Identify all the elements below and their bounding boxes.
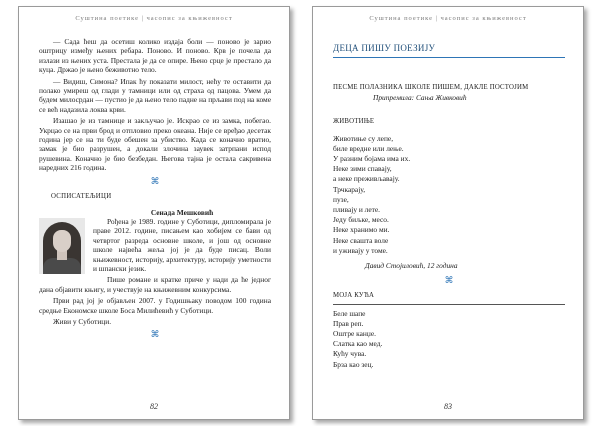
poem-line: Једу биљке, месо.	[333, 215, 389, 225]
right-content	[333, 83, 565, 370]
poem-line: а неке преживљавају.	[333, 174, 400, 184]
left-content	[39, 37, 271, 342]
poem-title: МОЈА КУЋА	[333, 291, 565, 304]
poem-line: Неке зими спавају,	[333, 164, 392, 174]
separator-icon: ⌘	[444, 275, 454, 286]
poem-line: Оштре канџе.	[333, 329, 376, 339]
poem-line: Животиње су лепе,	[333, 133, 394, 143]
separator-icon: ⌘	[150, 329, 160, 340]
poem-line: У разним бојама има их.	[333, 154, 411, 164]
poem-line: пливају и лете.	[333, 205, 380, 215]
subtitle: ПЕСМЕ ПОЛАЗНИКА ШКОЛЕ ПИШЕМ, ДАКЛЕ ПОСТОЈИМ	[333, 84, 529, 91]
right-page	[312, 6, 584, 420]
story-paragraph: — Сада ћеш да осетиш колико издаја боли — поново је зарио оштрицу између њених ребара. Поново. И поново. Крв је почела да излази из њених уста. Престала је да се опире. Њено срце је престало да куца. Држао је њено беживотно тело.	[39, 37, 271, 75]
separator-icon: ⌘	[150, 175, 160, 186]
author-name: Сенада Мешковић	[150, 207, 214, 217]
bio-paragraph: Пише романе и кратке приче у нади да ће једног дана објавити књигу, и учествује на књижевним конкурсима.	[39, 275, 271, 294]
page-number: 82	[150, 402, 158, 411]
poem-line: и уживају у томе.	[333, 245, 388, 255]
author-photo	[39, 218, 85, 274]
poem-line: Брза као зец.	[333, 359, 374, 369]
section-heading: ДЕЦА ПИШУ ПОЕЗИЈУ	[333, 43, 565, 58]
bio-paragraph: Живи у Суботици.	[53, 316, 112, 326]
poem-line: пузе,	[333, 194, 349, 204]
poem-author: Давид Стојиловић, 12 година	[365, 261, 458, 271]
poem-line: Кућу чува.	[333, 349, 367, 359]
poem-line: Трчкарају,	[333, 184, 366, 194]
poem-line: Слатка као мед.	[333, 339, 383, 349]
page-header: Суштина поетике | часопис за књижевност	[369, 15, 527, 22]
section-title: ОСПИСАТЕЉИЦИ	[51, 193, 112, 201]
story-paragraph: — Видиш, Симона? Ипак ћу показати милост, нећу те оставити да полако умиреш од глади у тамници или од страха од пацова. Умем да будем милосрдан — пустио је да њено тело падне на прљави под на коме се већ надазила локва крви.	[39, 76, 271, 114]
left-page	[18, 6, 290, 420]
poem-title: ЖИВОТИЊЕ	[333, 118, 375, 126]
bio-paragraph: Рођена је 1989. године у Суботици, дипломирала је праве 2012. године, писањем као хобијем се бави од четвртог разреда основне школе, и још од основне школе највећа жеља јој је да буде писац. Воли књижевност, историју, архитектуру, историју уметности и шпански језик.	[93, 216, 271, 273]
prepared-by: Припремила: Сања Живковић	[373, 93, 467, 103]
poem-line: Прав реп.	[333, 318, 364, 328]
page-header: Суштина поетике | часопис за књижевност	[75, 15, 233, 22]
poem-line: Беле шапе	[333, 308, 366, 318]
bio-paragraph: Први рад јој је објављен 2007. у Годишњаку поводом 100 година средње Економске школе Боса Милићевић у Суботици.	[39, 296, 271, 315]
page-number: 83	[444, 402, 452, 411]
story-paragraph: Изашао је из тамнице и закључао је. Искрао се из замка, побегао. Укрцао се на први брод и отпловио преко океана. Није се вређао десетак година јер се на ти буде обешен за убиство. Када се коначно вратио, замак је био разрушен, а докали злочина заувек затрпани испод рушевина. Коначно је био безбедан. Његова тајна је остала сакривена наредних 216 година.	[39, 116, 271, 173]
poem-line: Неке свашта воле	[333, 235, 389, 245]
poem-line: биле вредне или лење.	[333, 143, 404, 153]
poem-line: Неке хранимо ми.	[333, 225, 390, 235]
